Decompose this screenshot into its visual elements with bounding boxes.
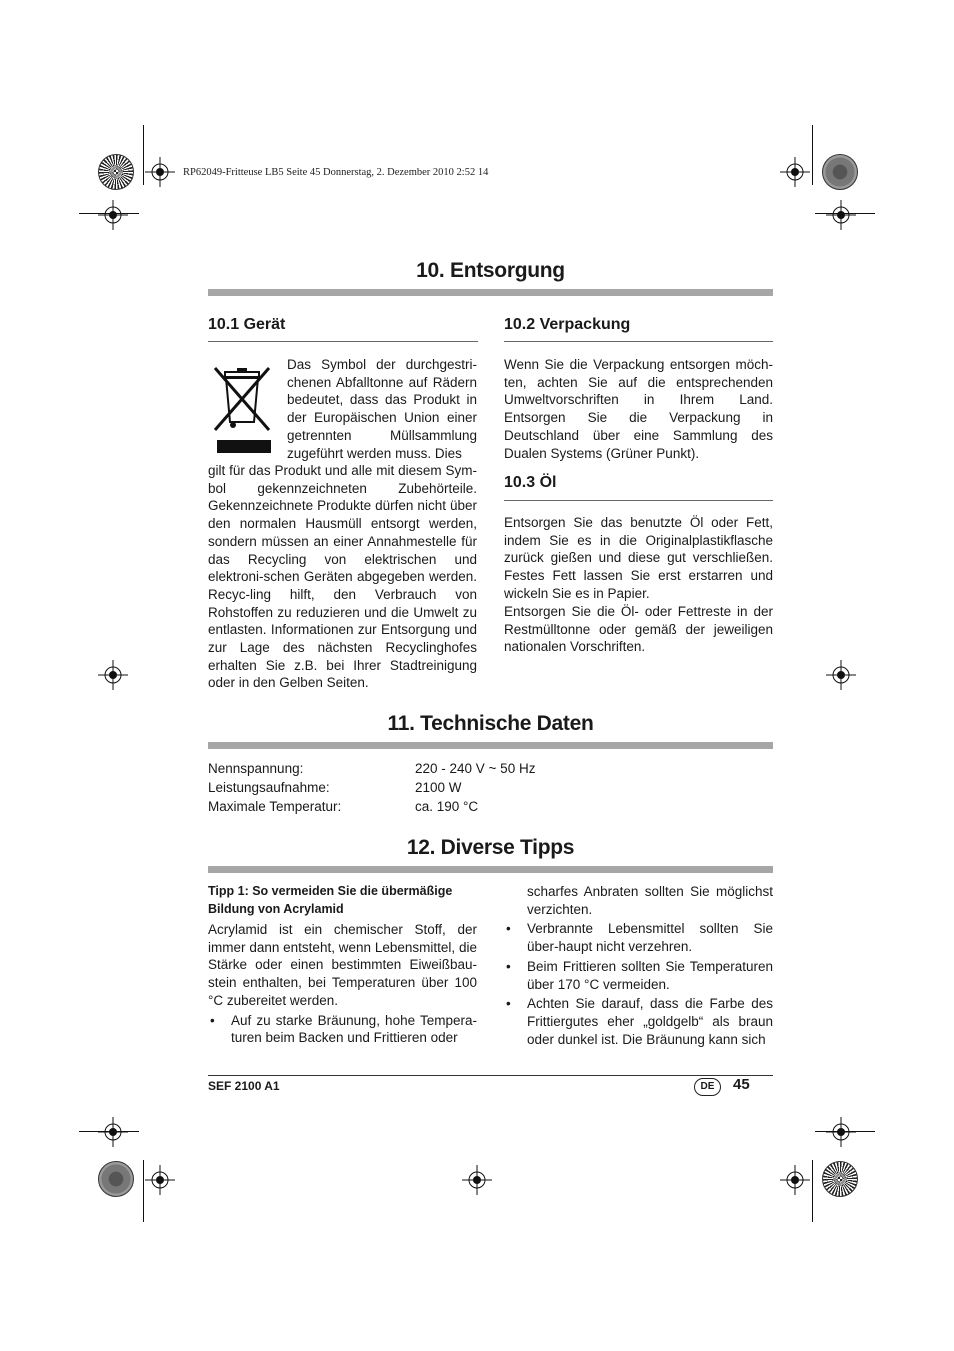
subsection-title-verpackung: 10.2 Verpackung	[504, 316, 631, 333]
verpackung-text: Wenn Sie die Verpackung entsorgen möch-ten, achten Sie auf die entsprechenden Umweltvorschriften in Ihrem Land. Entsorgen Sie die Verpackung in Deutschland über eine Sammlung des Dualen Systems (Grüner Punkt).	[504, 357, 773, 461]
tips-left-column	[208, 883, 477, 1047]
tips-right-column	[504, 883, 773, 1048]
tip-heading: Tipp 1: So vermeiden Sie die übermäßige Bildung von Acrylamid	[208, 884, 453, 916]
crop-mark	[143, 1160, 144, 1222]
registration-mark-icon	[145, 1165, 175, 1195]
oel-text-1: Entsorgen Sie das benutzte Öl oder Fett, indem Sie es in die Originalplastikflasche zurück gießen und diese gut verschließen. Festes Fett lassen Sie erst erstarren und wickeln Sie es in Papier.	[504, 515, 773, 601]
section-title-entsorgung: 10. Entsorgung	[416, 259, 565, 282]
geraet-text-intro: Das Symbol der durchgestri-chenen Abfalltonne auf Rädern bedeutet, dass das Produkt in der Europäischen Union einer getrennten Müllsammlung zugeführt werden muss. Dies	[287, 357, 477, 461]
footer-rule	[208, 1075, 773, 1076]
tip-bullet-continued: scharfes Anbraten sollten Sie möglichst verzichten.	[527, 884, 773, 917]
spec-value: ca. 190 °C	[415, 799, 479, 814]
spec-label: Maximale Temperatur:	[208, 799, 342, 814]
registration-mark-icon	[462, 1165, 492, 1195]
tip-bullet: • Achten Sie darauf, dass die Farbe des Frittiergutes eher „goldgelb“ als braun oder dunkel ist. Die Bräunung kann sich	[504, 995, 773, 1048]
subsection-rule	[504, 341, 773, 342]
tip-intro: Acrylamid ist ein chemischer Stoff, der immer dann entsteht, wenn Lebensmittel, die Stärke oder einen bestimmten Eiweißbau-stein enthalten, bei Temperaturen über 100 °C zubereitet werden.	[208, 922, 477, 1008]
spec-label: Leistungsaufnahme:	[208, 780, 330, 795]
section-title-diverse-tipps: 12. Diverse Tipps	[406, 836, 575, 859]
registration-mark-icon	[826, 200, 856, 230]
color-rosette-icon	[98, 154, 134, 190]
tip-bullet: • Beim Frittieren sollten Sie Temperaturen über 170 °C vermeiden.	[504, 958, 773, 993]
section-bar	[208, 742, 773, 749]
color-rosette-icon	[822, 1161, 858, 1197]
registration-mark-icon	[780, 1165, 810, 1195]
registration-mark-icon	[826, 1117, 856, 1147]
section-bar	[208, 289, 773, 296]
print-header-info: RP62049-Fritteuse LB5 Seite 45 Donnerstag, 2. Dezember 2010 2:52 14	[183, 167, 489, 178]
registration-mark-icon	[98, 200, 128, 230]
section-bar	[208, 866, 773, 873]
subsection-rule	[208, 341, 478, 342]
registration-mark-icon	[98, 1117, 128, 1147]
tip-bullet: • Auf zu starke Bräunung, hohe Tempera-turen beim Backen und Frittieren oder	[208, 1012, 477, 1047]
geraet-text-body: gilt für das Produkt und alle mit diesem Sym-bol gekennzeichneten Zubehörteile. Gekennzeichnete Produkte dürfen nicht über den normalen Hausmüll entsorgt werden, sondern müssen an einer Annahmestelle für das Recycling von elektrischen und elektroni-schen Geräten abgegeben werden. Recyc-ling hilft, den Verbrauch von Rohstoffen zu reduzieren und die Umwelt zu entlasten. Informationen zur Entsorgung und zur Lage des nächsten Recyclinghofes erhalten Sie z.B. bei Ihrer Stadtreinigung oder in den Gelben Seiten.	[208, 463, 477, 691]
registration-mark-icon	[780, 157, 810, 187]
crop-mark	[812, 125, 813, 185]
registration-mark-icon	[98, 660, 128, 690]
footer-model: SEF 2100 A1	[208, 1079, 280, 1093]
spec-value: 220 - 240 V ~ 50 Hz	[415, 761, 536, 776]
color-rosette-icon	[822, 154, 858, 190]
section-title-technische-daten: 11. Technische Daten	[387, 712, 594, 735]
registration-mark-icon	[145, 157, 175, 187]
subsection-title-oel: 10.3 Öl	[504, 474, 557, 491]
color-rosette-icon	[98, 1161, 134, 1197]
oel-text-2: Entsorgen Sie die Öl- oder Fettreste in der Restmülltonne oder gemäß der jeweiligen nationalen Vorschriften.	[504, 604, 773, 655]
page-number: 45	[733, 1076, 750, 1093]
subsection-title-geraet: 10.1 Gerät	[208, 316, 286, 333]
subsection-rule	[504, 500, 773, 501]
tip-bullet: • Verbrannte Lebensmittel sollten Sie über-haupt nicht verzehren.	[504, 920, 773, 955]
crossed-out-wheelie-bin-icon	[211, 364, 273, 454]
crop-mark	[143, 125, 144, 185]
registration-mark-icon	[826, 660, 856, 690]
crop-mark	[812, 1160, 813, 1222]
spec-label: Nennspannung:	[208, 761, 304, 776]
language-badge: DE	[694, 1078, 721, 1096]
spec-value: 2100 W	[415, 780, 462, 795]
